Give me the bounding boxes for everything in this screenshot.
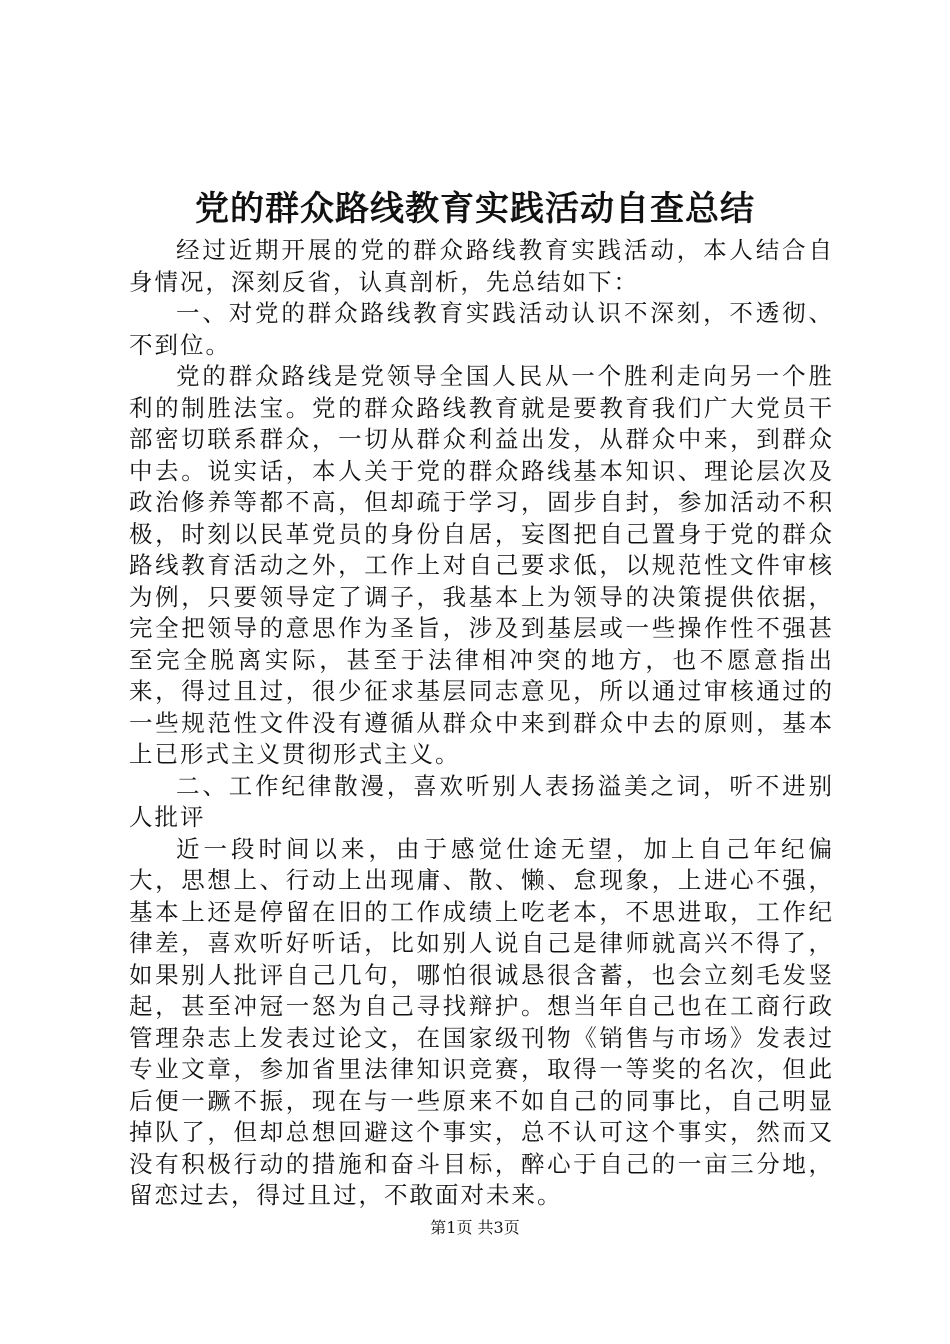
paragraph-section-1: 党的群众路线是党领导全国人民从一个胜利走向另一个胜利的制胜法宝。党的群众路线教育就是要教育我们广大党员干部密切联系群众，一切从群众利益出发，从群众中来，到群众中去。说实话，本人关于党的群众路线基本知识、理论层次及政治修养等都不高，但却疏于学习，固步自封，参加活动不积极，时刻以民革党员的身份自居，妄图把自己置身于党的群众路线教育活动之外，工作上对自己要求低，以规范性文件审核为例，只要领导定了调子，我基本上为领导的决策提供依据，完全把领导的意思作为圣旨，涉及到基层或一些操作性不强甚至完全脱离实际，甚至于法律相冲突的地方，也不愿意指出来，得过且过，很少征求基层同志意见，所以通过审核通过的一些规范性文件没有遵循从群众中来到群众中去的原则，基本上已形式主义贯彻形式主义。	[129, 362, 834, 768]
paragraph-intro: 经过近期开展的党的群众路线教育实践活动，本人结合自身情况，深刻反省，认真剖析，先总结如下：	[129, 236, 834, 296]
section-heading-1: 一、对党的群众路线教育实践活动认识不深刻，不透彻、不到位。	[129, 299, 834, 359]
document-body	[129, 235, 834, 1212]
paragraph-section-2: 近一段时间以来，由于感觉仕途无望，加上自己年纪偏大，思想上、行动上出现庸、散、懒、怠现象，上进心不强，基本上还是停留在旧的工作成绩上吃老本，不思进取，工作纪律差，喜欢听好听话，比如别人说自己是律师就高兴不得了，如果别人批评自己几句，哪怕很诚恳很含蓄，也会立刻毛发竖起，甚至冲冠一怒为自己寻找辩护。想当年自己也在工商行政管理杂志上发表过论文，在国家级刊物《销售与市场》发表过专业文章，参加省里法律知识竞赛，取得一等奖的名次，但此后便一蹶不振，现在与一些原来不如自己的同事比，自己明显掉队了，但却总想回避这个事实，总不认可这个事实，然而又没有积极行动的措施和奋斗目标，醉心于自己的一亩三分地，留恋过去，得过且过，不敢面对未来。	[129, 834, 834, 1209]
section-heading-2: 二、工作纪律散漫，喜欢听别人表扬溢美之词，听不进别人批评	[129, 771, 834, 831]
page-number-footer: 第1页 共3页	[430, 1218, 520, 1237]
document-title: 党的群众路线教育实践活动自查总结	[195, 189, 755, 229]
